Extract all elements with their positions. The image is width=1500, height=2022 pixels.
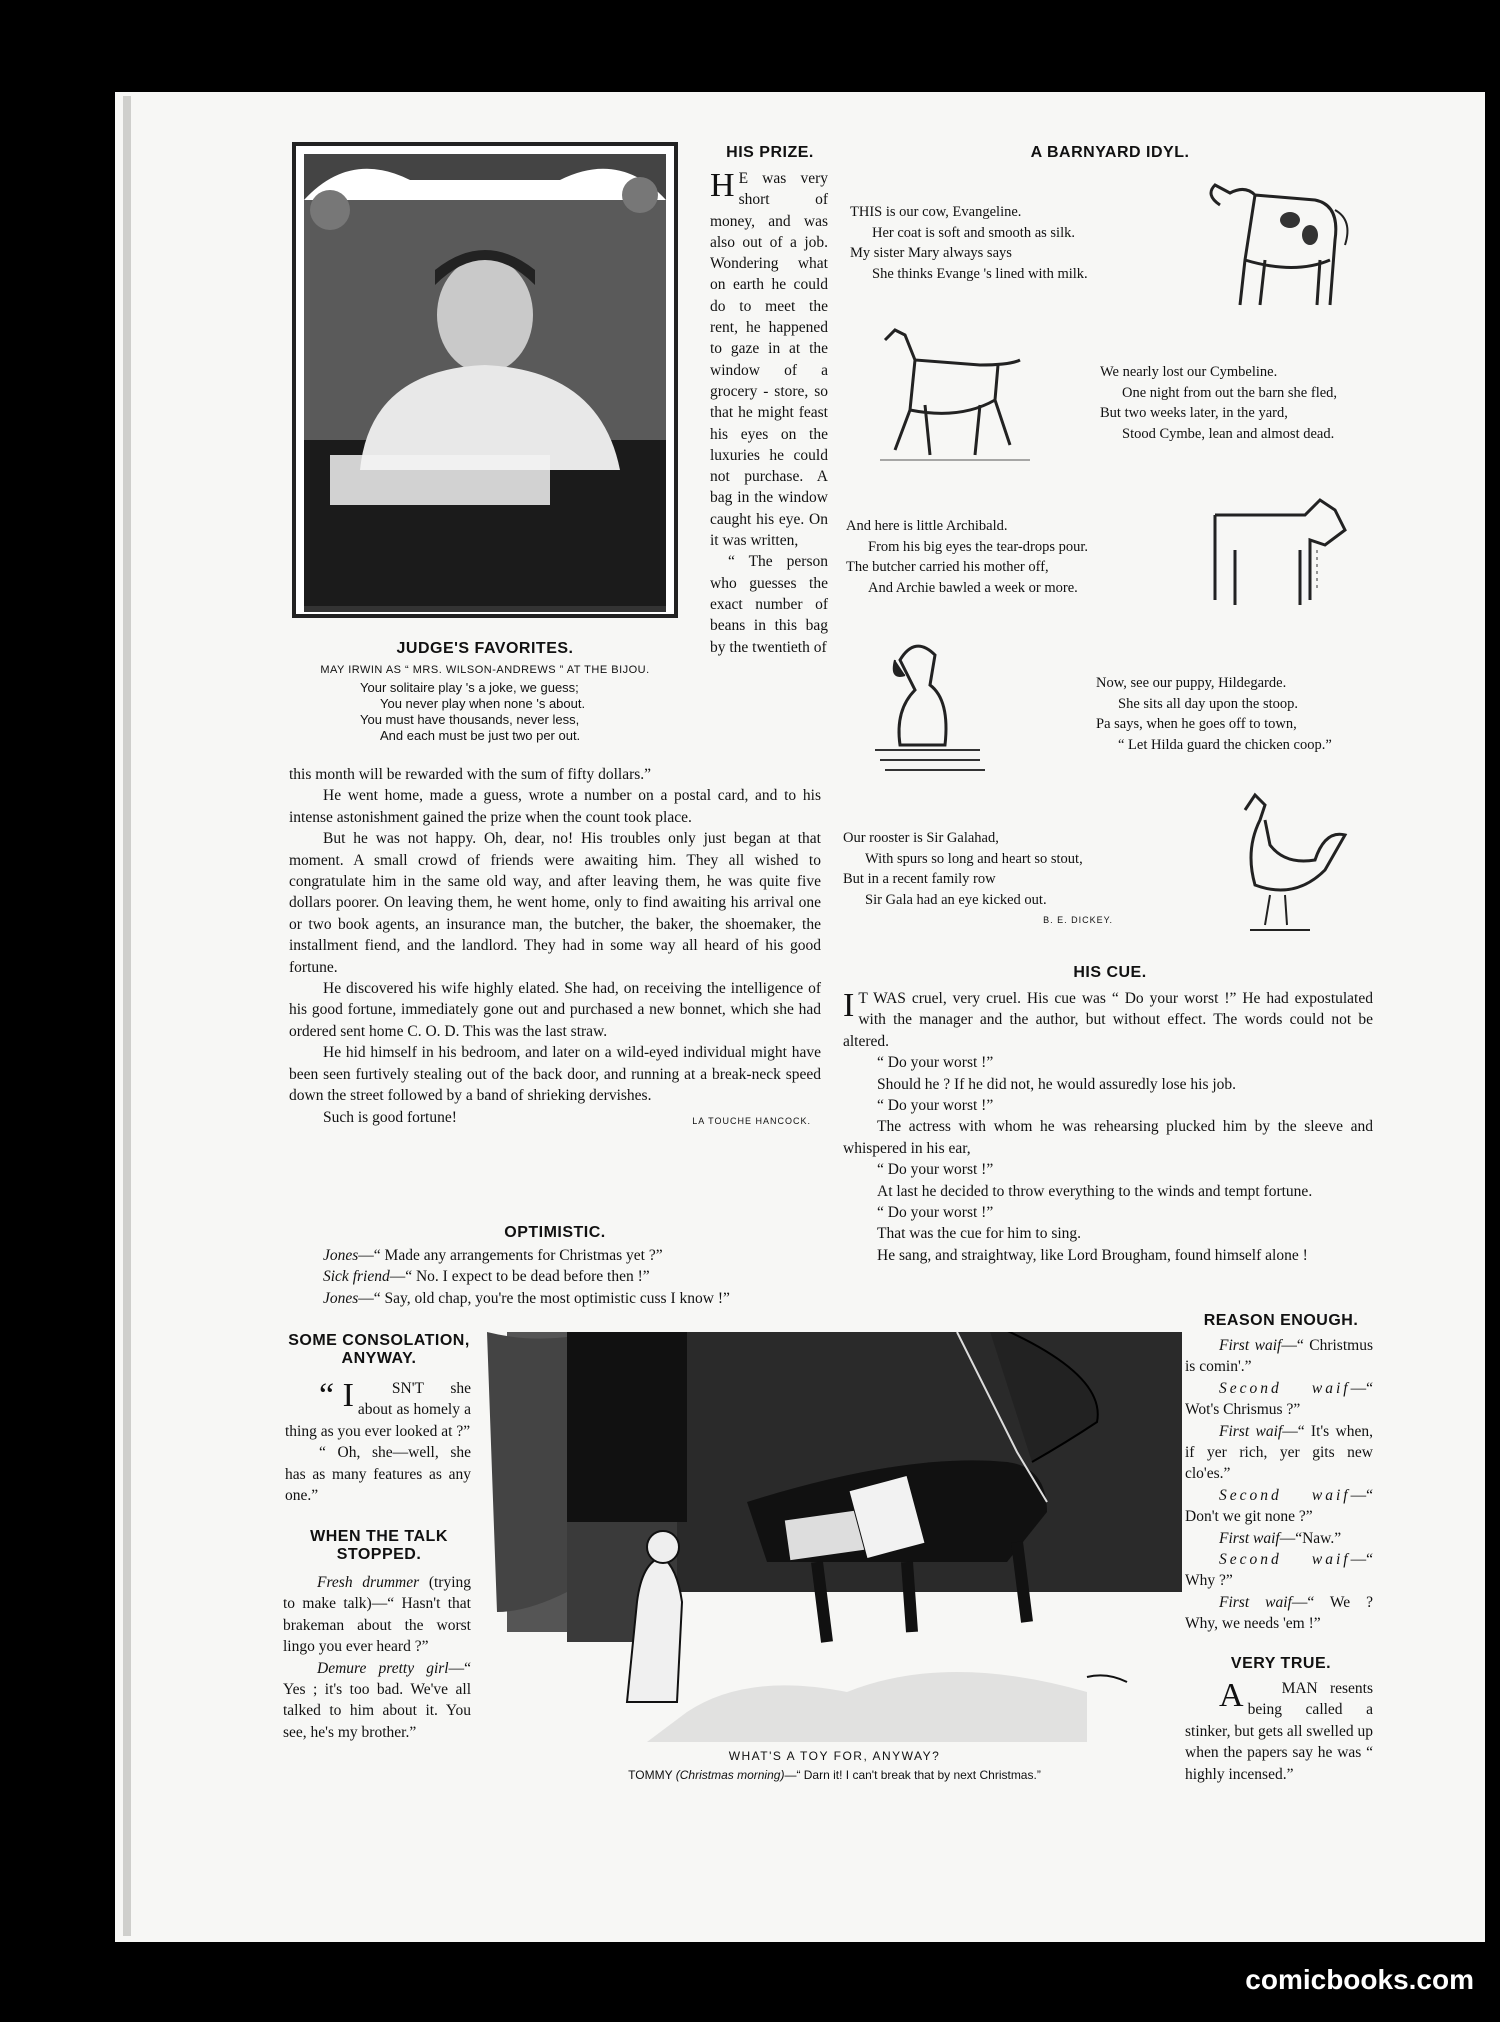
speaker: Demure pretty girl xyxy=(317,1659,449,1677)
poem-line: Our rooster is Sir Galahad, xyxy=(843,830,999,846)
speaker: First waif xyxy=(1219,1337,1282,1354)
stanza-cow xyxy=(850,202,1150,284)
speaker: TOMMY xyxy=(628,1768,673,1782)
his-prize-author: LA TOUCHE HANCOCK. xyxy=(692,1115,811,1126)
his-cue-para: The actress with whom he was rehearsing plucked him by the sleeve and whispered in his ear, xyxy=(843,1118,1373,1157)
reason-title: REASON ENOUGH. xyxy=(1203,1312,1359,1329)
speaker: Sick friend xyxy=(323,1268,390,1286)
drop-cap: I xyxy=(843,987,855,1024)
dialogue: —“ Darn it! I can't break that by next Christmas.” xyxy=(784,1768,1041,1782)
his-cue-para: T WAS cruel, very cruel. His cue was “ Do your worst !” He had expostulated with the manager and the author, but without effect. The words could not be altered. xyxy=(843,990,1373,1050)
drop-cap: A xyxy=(1219,1677,1244,1714)
barnyard-title: A BARNYARD IDYL. xyxy=(1030,144,1190,161)
drop-cap: H xyxy=(710,167,735,204)
his-prize-body xyxy=(289,764,821,1128)
illustration-caption: WHAT'S A TOY FOR, ANYWAY? xyxy=(728,1749,941,1763)
consolation-title: SOME CONSOLATION, ANYWAY. xyxy=(288,1332,470,1367)
speaker: Second waif xyxy=(1219,1486,1351,1504)
speaker: Jones xyxy=(323,1289,359,1307)
his-cue-para: “ Do your worst !” xyxy=(877,1097,994,1115)
speaker: Fresh drummer xyxy=(317,1574,420,1591)
speaker: First waif xyxy=(1219,1529,1280,1547)
poem-line: Sir Gala had an eye kicked out. xyxy=(865,891,1047,908)
optimistic-title: OPTIMISTIC. xyxy=(504,1224,606,1241)
his-prize-para: He hid himself in his bedroom, and later on a wild-eyed individual might have been seen furtively stealing out of the back door, and running at a break-neck speed down the street followed by a band of shrieking dervishes. xyxy=(289,1044,821,1105)
his-prize-para: He went home, made a guess, wrote a number on a postal card, and to his intense astonishment gained the prize when the count took place. xyxy=(289,787,821,826)
speaker: First waif xyxy=(1219,1422,1283,1440)
poem-line: From his big eyes the tear-drops pour. xyxy=(868,538,1088,555)
speaker: Second waif xyxy=(1219,1551,1351,1569)
poem-line: THIS is our cow, Evangeline. xyxy=(850,204,1022,220)
reason-body xyxy=(1185,1335,1373,1635)
dialogue: —“ Say, old chap, you're the most optimistic cuss I know !” xyxy=(358,1289,730,1307)
page-edge xyxy=(123,96,131,1936)
brand-watermark: comicbooks.com xyxy=(1245,1964,1474,1995)
dialogue: —“ No. I expect to be dead before then !” xyxy=(389,1268,650,1286)
dialogue: —“ It's when, if yer rich, yer gits new clo'es.” xyxy=(1185,1422,1373,1483)
very-true-title: VERY TRUE. xyxy=(1230,1655,1332,1672)
his-cue-para: At last he decided to throw everything to the winds and tempt fortune. xyxy=(877,1182,1313,1200)
stanza-horse xyxy=(1100,362,1380,444)
barnyard-author: B. E. DICKEY. xyxy=(1043,915,1113,925)
verse-line: Your solitaire play 's a joke, we guess; xyxy=(360,680,579,695)
his-prize-para: this month will be rewarded with the sum of fifty dollars.” xyxy=(289,766,652,783)
talk-body xyxy=(283,1572,471,1743)
dialogue: —“ We ? Why, we needs 'em !” xyxy=(1185,1593,1373,1633)
poem-line: Her coat is soft and smooth as silk. xyxy=(872,224,1075,241)
dialogue: —“Naw.” xyxy=(1279,1529,1342,1547)
very-true-body xyxy=(1185,1678,1373,1785)
horse-illustration xyxy=(870,320,1040,470)
his-cue-para: That was the cue for him to sing. xyxy=(877,1225,1082,1243)
consolation-body xyxy=(285,1378,471,1506)
his-cue-para: Should he ? If he did not, he would assuredly lose his job. xyxy=(877,1075,1237,1093)
puppy-illustration xyxy=(870,630,1000,780)
illustration-subcaption xyxy=(487,1768,1182,1782)
consolation-para: SN'T she about as homely a thing as you ever looked at ?” xyxy=(285,1380,471,1440)
his-prize-col-text: E was very short of money, and was also out of a job. Wondering what on earth he could do to meet the rent, he happened to gaze in at the window of a grocery - store, so that he might feast his eyes on the luxuries he could not purchase. A bag in the window caught his eye. On it was written, xyxy=(710,170,828,550)
favorites-caption: MAY IRWIN AS “ MRS. WILSON-ANDREWS ” AT THE BIJOU. xyxy=(320,664,650,676)
his-prize-para: But he was not happy. Oh, dear, no! His troubles only just began at that moment. A small crowd of friends were awaiting him. They all wished to congratulate him in the same old way, and after leaving them, he was quite five dollars poorer. On leaving them, he went home, only to find awaiting his arrival one or two book agents, an insurance man, the butcher, the baker, the shoemaker, the installment fiend, and the landlord. They had in some way all heard of his good fortune. xyxy=(289,830,821,976)
his-cue-body xyxy=(843,988,1373,1266)
verse-line: You never play when none 's about. xyxy=(380,696,586,711)
dialogue: —“ Christmus is comin'.” xyxy=(1185,1337,1373,1376)
poem-line: And here is little Archibald. xyxy=(846,518,1008,534)
dialogue: —“ Made any arrangements for Christmas yet ?” xyxy=(358,1247,663,1264)
his-cue-para: He sang, and straightway, like Lord Brougham, found himself alone ! xyxy=(877,1246,1308,1264)
his-cue-para: “ Do your worst !” xyxy=(877,1204,994,1222)
dialogue: —“ Wot's Chrismus ?” xyxy=(1185,1379,1373,1419)
calf-illustration xyxy=(1205,490,1355,620)
very-true-text: MAN resents being called a stinker, but gets all swelled up when the papers say he was “ highly incensed.” xyxy=(1185,1680,1373,1783)
verse-line: And each must be just two per out. xyxy=(380,728,581,743)
favorites-title: JUDGE'S FAVORITES. xyxy=(396,640,574,657)
cow-illustration xyxy=(1195,165,1355,315)
his-prize-para: Such is good fortune! xyxy=(323,1108,457,1126)
poem-line: The butcher carried his mother off, xyxy=(846,559,1049,575)
consolation-para: “ Oh, she—well, she has as many features as any one.” xyxy=(285,1444,471,1505)
his-prize-title: HIS PRIZE. xyxy=(726,144,814,161)
dialogue: —“ Yes ; it's too bad. We've all talked to him about it. You see, he's my brother.” xyxy=(283,1659,471,1741)
poem-line: “ Let Hilda guard the chicken coop.” xyxy=(1118,736,1332,753)
rooster-illustration xyxy=(1215,790,1355,940)
his-prize-col-text2: “ The person who guesses the exact number of beans in this bag by the twentieth of xyxy=(710,553,828,656)
poem-line: We nearly lost our Cymbeline. xyxy=(1100,364,1278,380)
poem-line: One night from out the barn she fled, xyxy=(1122,384,1338,401)
his-cue-para: “ Do your worst !” xyxy=(877,1161,994,1179)
stanza-calf xyxy=(846,516,1146,598)
his-prize-para: He discovered his wife highly elated. She had, on receiving the intelligence of his good fortune, immediately gone out and purchased a new bonnet, which she had ordered sent home C. O. D. This was the last straw. xyxy=(289,980,821,1040)
poem-line: But two weeks later, in the yard, xyxy=(1100,405,1288,421)
poem-line: But in a recent family row xyxy=(843,871,996,887)
piano-illustration xyxy=(487,1332,1182,1742)
poem-line: And Archie bawled a week or more. xyxy=(868,579,1078,596)
his-prize-column xyxy=(710,168,828,658)
poem-line: Now, see our puppy, Hildegarde. xyxy=(1096,675,1287,691)
dialogue: —“ Don't we git none ?” xyxy=(1185,1486,1373,1526)
speaker: Jones xyxy=(323,1247,359,1264)
his-cue-title: HIS CUE. xyxy=(1073,964,1147,981)
poem-line: With spurs so long and heart so stout, xyxy=(865,850,1083,867)
poem-line: Stood Cymbe, lean and almost dead. xyxy=(1122,425,1335,442)
may-irwin-photo xyxy=(290,140,680,620)
poem-line: She sits all day upon the stoop. xyxy=(1118,695,1299,712)
drop-cap: “ I xyxy=(319,1377,354,1414)
dialogue: —“ Why ?” xyxy=(1185,1551,1373,1590)
note: (Christmas morning) xyxy=(675,1768,785,1782)
talk-title: WHEN THE TALK STOPPED. xyxy=(310,1528,448,1563)
his-cue-para: “ Do your worst !” xyxy=(877,1054,994,1072)
speaker: Second waif xyxy=(1219,1379,1351,1397)
dialogue: (trying to make talk)—“ Hasn't that brakeman about the worst lingo you ever heard ?” xyxy=(283,1574,472,1656)
poem-line: My sister Mary always says xyxy=(850,245,1012,261)
stanza-rooster xyxy=(843,828,1143,931)
verse-line: You must have thousands, never less, xyxy=(360,712,580,727)
optimistic-body xyxy=(289,1245,829,1309)
speaker: First waif xyxy=(1219,1593,1292,1611)
favorites-verse xyxy=(330,680,670,744)
poem-line: Pa says, when he goes off to town, xyxy=(1096,716,1297,732)
poem-line: She thinks Evange 's lined with milk. xyxy=(872,265,1088,282)
stanza-puppy xyxy=(1096,673,1386,755)
